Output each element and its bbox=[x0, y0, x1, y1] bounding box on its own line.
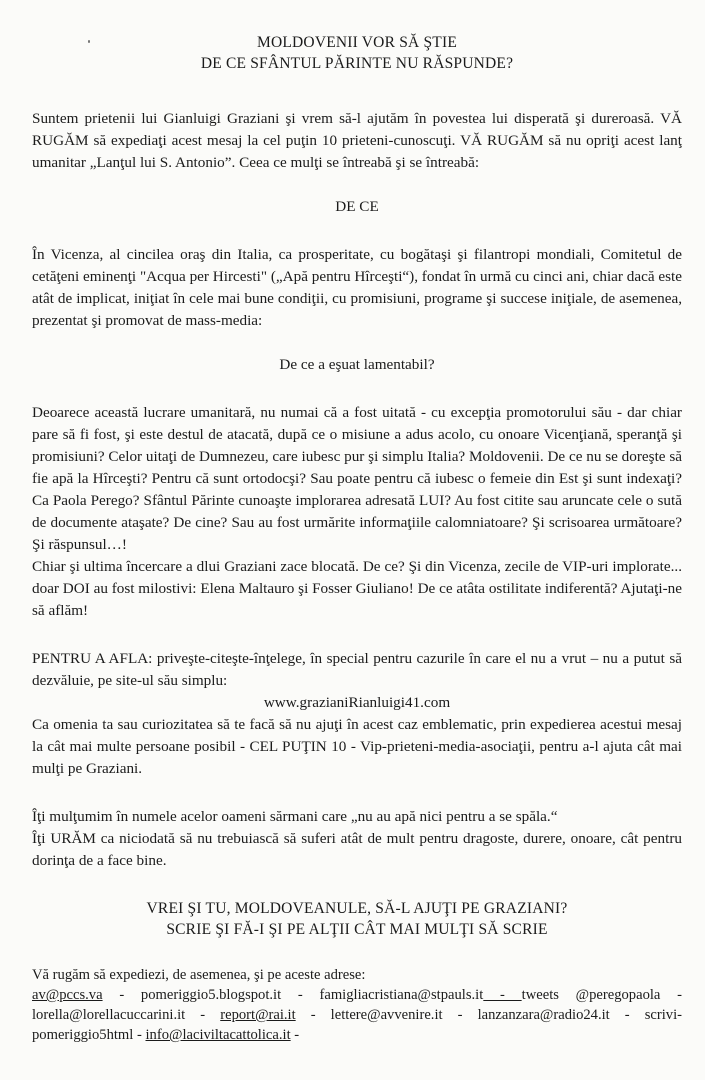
title-line-2: DE CE SFÂNTUL PĂRINTE NU RĂSPUNDE? bbox=[200, 55, 514, 72]
closing-line-1: VREI ŞI TU, MOLDOVEANULE, SĂ-L AJUŢI PE GRAZIANI? bbox=[146, 900, 568, 917]
closing-line-2: SCRIE ŞI FĂ-I ŞI PE ALŢII CÂT MAI MULŢI SĂ SCRIE bbox=[166, 921, 548, 938]
email-link[interactable]: report@rai.it bbox=[220, 1007, 296, 1023]
separator-link[interactable]: - bbox=[483, 987, 522, 1003]
paragraph-pentru-a-afla: PENTRU A AFLA: priveşte-citeşte-înţelege, în special pentru cazurile în care el nu a vrut – nu a putut să dezvăluie, pe site-ul său simplu: bbox=[32, 650, 682, 689]
document-title bbox=[32, 32, 682, 74]
email-link[interactable]: info@laciviltacattolica.it bbox=[145, 1027, 291, 1043]
title-line-1: MOLDOVENII VOR SĂ ŞTIE bbox=[256, 34, 457, 51]
address-text: - pomeriggio5.blogspot.it - famigliacristiana@stpauls.it bbox=[102, 987, 484, 1003]
footer-addresses bbox=[32, 965, 682, 1045]
address-list bbox=[32, 985, 682, 1045]
heading-esuat: De ce a eşuat lamentabil? bbox=[279, 356, 435, 373]
paragraph-deoarece: Deoarece această lucrare umanitară, nu numai că a fost uitată - cu excepţia promotorului său - dar chiar pare să fi fost, şi este destul de atacată, după ce o misiune a adus acolo, cu onoare Vicenţiană, speranţă şi promisiuni? Celor uitaţi de Dumnezeu, care iubesc pur şi simplu Italia? Moldovenii. De ce nu se doreşte să fie apă la Hîrceşti? Pentru că sunt ortodocşi? Sau poate pentru că iubesc o femeie din Est şi sunt indexaţi? Ca Paola Perego? Sfântul Părinte cunoaşte implorarea adresată LUI? Au fost citite sau aruncate cele o sută de documente ataşate? De cine? Sau au fost urmărite informaţiile calomniatoare? Şi scrisoarea următoare? Şi răspunsul…! bbox=[32, 404, 682, 553]
paragraph-vicenza: În Vicenza, al cincilea oraş din Italia, ca prosperitate, cu bogătaşi şi filantropi mondiali, Comitetul de cetăţeni eminenţi "Acqua per Hircesti" („Apă pentru Hîrceşti“), fondat în urmă cu cinci ani, chiar dacă este atât de implicat, iniţiat în cele mai bune condiţii, cu promisiuni, programe şi succese iniţiale, de asemenea, prezentat şi promovat de mass-media: bbox=[32, 246, 682, 329]
paragraph-multumim: Îţi mulţumim în numele acelor oameni sărmani care „nu au apă nici pentru a se spăla.“ bbox=[32, 808, 558, 825]
paragraph-omenia: Ca omenia ta sau curiozitatea să te facă să nu ajuţi în acest caz emblematic, prin expedierea acestui mesaj la cât mai multe persoane posibil - CEL PUŢIN 10 - Vip-prieteni-media-asociaţii, pentru a-l ajuta cât mai mulţi pe Graziani. bbox=[32, 716, 682, 777]
document-body bbox=[32, 32, 682, 940]
closing-call bbox=[32, 898, 682, 940]
address-text: - bbox=[290, 1027, 300, 1043]
email-link[interactable]: av@pccs.va bbox=[32, 987, 103, 1003]
heading-de-ce: DE CE bbox=[335, 198, 379, 215]
footer-intro: Vă rugăm să expediezi, de asemenea, şi pe aceste adrese: bbox=[32, 967, 366, 983]
paragraph-chiar: Chiar şi ultima încercare a dlui Graziani zace blocată. De ce? Şi din Vicenza, zecile de VIP-uri implorate... doar DOI au fost milostivi: Elena Maltauro şi Fosser Giuliano! De ce atâta ostilitate indiferentă? Ajutaţi-ne să aflăm! bbox=[32, 558, 682, 619]
paragraph-uram: Îţi URĂM ca niciodată să nu trebuiască să suferi atât de mult pentru dragoste, durere, onoare, cât pentru dorinţa de a face bine. bbox=[32, 830, 682, 869]
address-text: - lettere@avvenire.it - lanzanzara@radio24.it - scrivi-pomeriggio5html - bbox=[32, 1007, 682, 1043]
intro-paragraph: Suntem prietenii lui Gianluigi Graziani şi vrem să-l ajutăm în povestea lui disperată şi dureroasă. VĂ RUGĂM să expediaţi acest mesaj la cel puţin 10 prieteni-cunoscuţi. VĂ RUGĂM să nu opriţi acest lanţ umanitar „Lanţul lui S. Antonio”. Ceea ce mulţi se întreabă şi se întreabă: bbox=[32, 110, 682, 171]
website-link[interactable]: www.grazianiRianluigi41.com bbox=[263, 694, 451, 711]
address-text: tweets @peregopaola - lorella@lorellacuccarini.it - bbox=[32, 987, 682, 1023]
